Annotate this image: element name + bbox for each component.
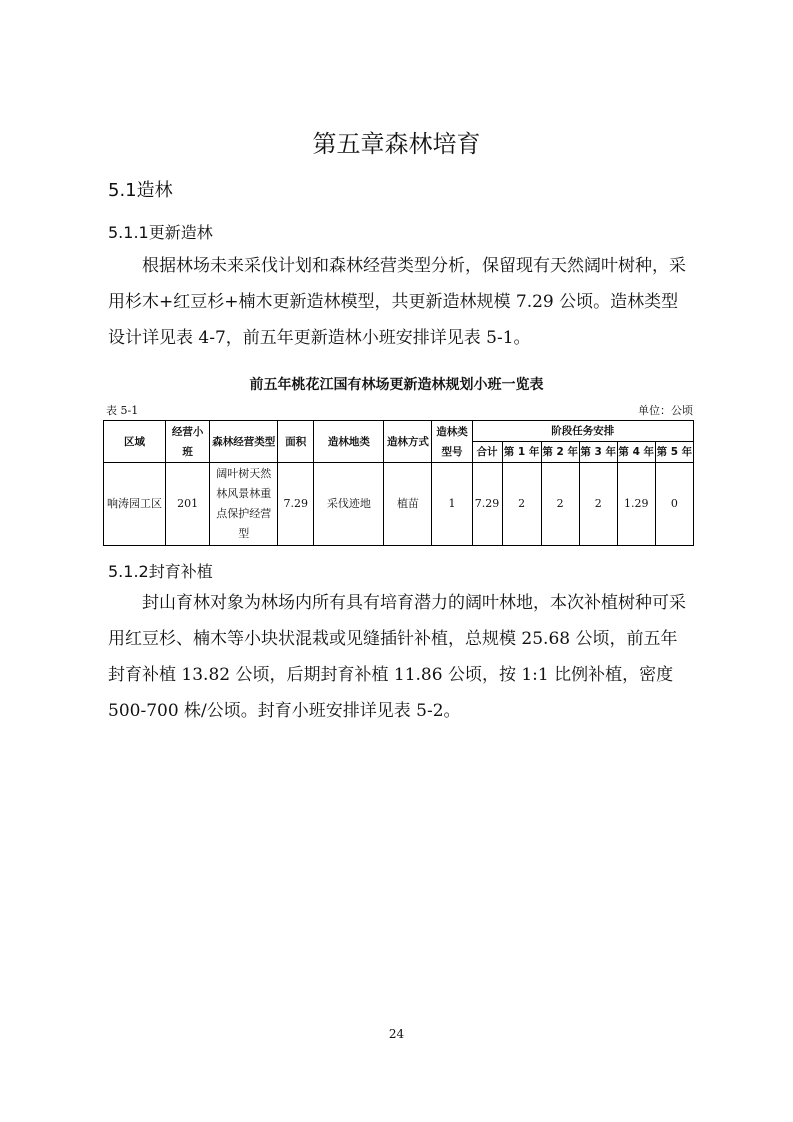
cell-region: 响涛园工区 — [104, 463, 166, 546]
cell-year-4: 1.29 — [617, 463, 655, 546]
table-title: 前五年桃花江国有林场更新造林规划小班一览表 — [249, 377, 544, 393]
header-mgmt-type: 森林经营类型 — [210, 421, 278, 463]
cell-method: 植苗 — [384, 463, 432, 546]
page-number: 24 — [388, 1027, 405, 1041]
cell-year-5: 0 — [655, 463, 693, 546]
header-year-5: 第 5 年 — [655, 442, 693, 463]
chapter-title: 第五章森林培育 — [312, 130, 481, 158]
cell-total: 7.29 — [472, 463, 502, 546]
cell-area: 7.29 — [278, 463, 314, 546]
header-year-4: 第 4 年 — [617, 442, 655, 463]
cell-mgmt-type: 阔叶树天然林风景林重点保护经营型 — [210, 463, 278, 546]
table-row — [104, 463, 694, 546]
section-heading-5-1: 5.1造林 — [108, 180, 173, 201]
section-heading-5-1-1: 5.1.1更新造林 — [108, 223, 213, 242]
table-number: 表 5-1 — [106, 404, 139, 417]
cell-site-type: 采伐迹地 — [314, 463, 384, 546]
table-header-row — [104, 421, 694, 442]
header-stage: 阶段任务安排 — [472, 421, 693, 442]
cell-year-2: 2 — [541, 463, 579, 546]
header-method: 造林方式 — [384, 421, 432, 463]
header-year-1: 第 1 年 — [502, 442, 541, 463]
paragraph-enclosure — [108, 585, 688, 729]
paragraph-reforestation-text: 根据林场未来采伐计划和森林经营类型分析，保留现有天然阔叶树种，采用杉木+红豆杉+楠木更新造林模型，共更新造林规模 7.29 公顷。造林类型设计详见表 4-7，前五年更新造林小班安排详见表 5-1。 — [108, 256, 686, 348]
header-region: 区域 — [104, 421, 166, 463]
cell-type-no: 1 — [432, 463, 472, 546]
cell-year-3: 2 — [579, 463, 617, 546]
header-site-type: 造林地类 — [314, 421, 384, 463]
header-year-3: 第 3 年 — [579, 442, 617, 463]
header-year-2: 第 2 年 — [541, 442, 579, 463]
section-heading-5-1-2: 5.1.2封育补植 — [108, 562, 213, 581]
paragraph-enclosure-text: 封山育林对象为林场内所有具有培育潜力的阔叶林地，本次补植树种可采用红豆杉、楠木等小块状混栽或见缝插针补植，总规模 25.68 公顷，前五年封育补植 13.82 公顷，后期封育补植 11.86 公顷，按 1:1 比例补植，密度 500-700 株/公顷。封育小班安排详见表 5-2。 — [108, 593, 686, 721]
cell-year-1: 2 — [502, 463, 541, 546]
header-subcompartment: 经营小班 — [166, 421, 210, 463]
table-unit: 单位：公顷 — [638, 404, 693, 417]
header-type-no: 造林类型号 — [432, 421, 472, 463]
header-area: 面积 — [278, 421, 314, 463]
paragraph-reforestation — [108, 248, 688, 356]
header-total: 合计 — [472, 442, 502, 463]
reforestation-plan-table — [103, 420, 694, 546]
cell-subcompartment: 201 — [166, 463, 210, 546]
